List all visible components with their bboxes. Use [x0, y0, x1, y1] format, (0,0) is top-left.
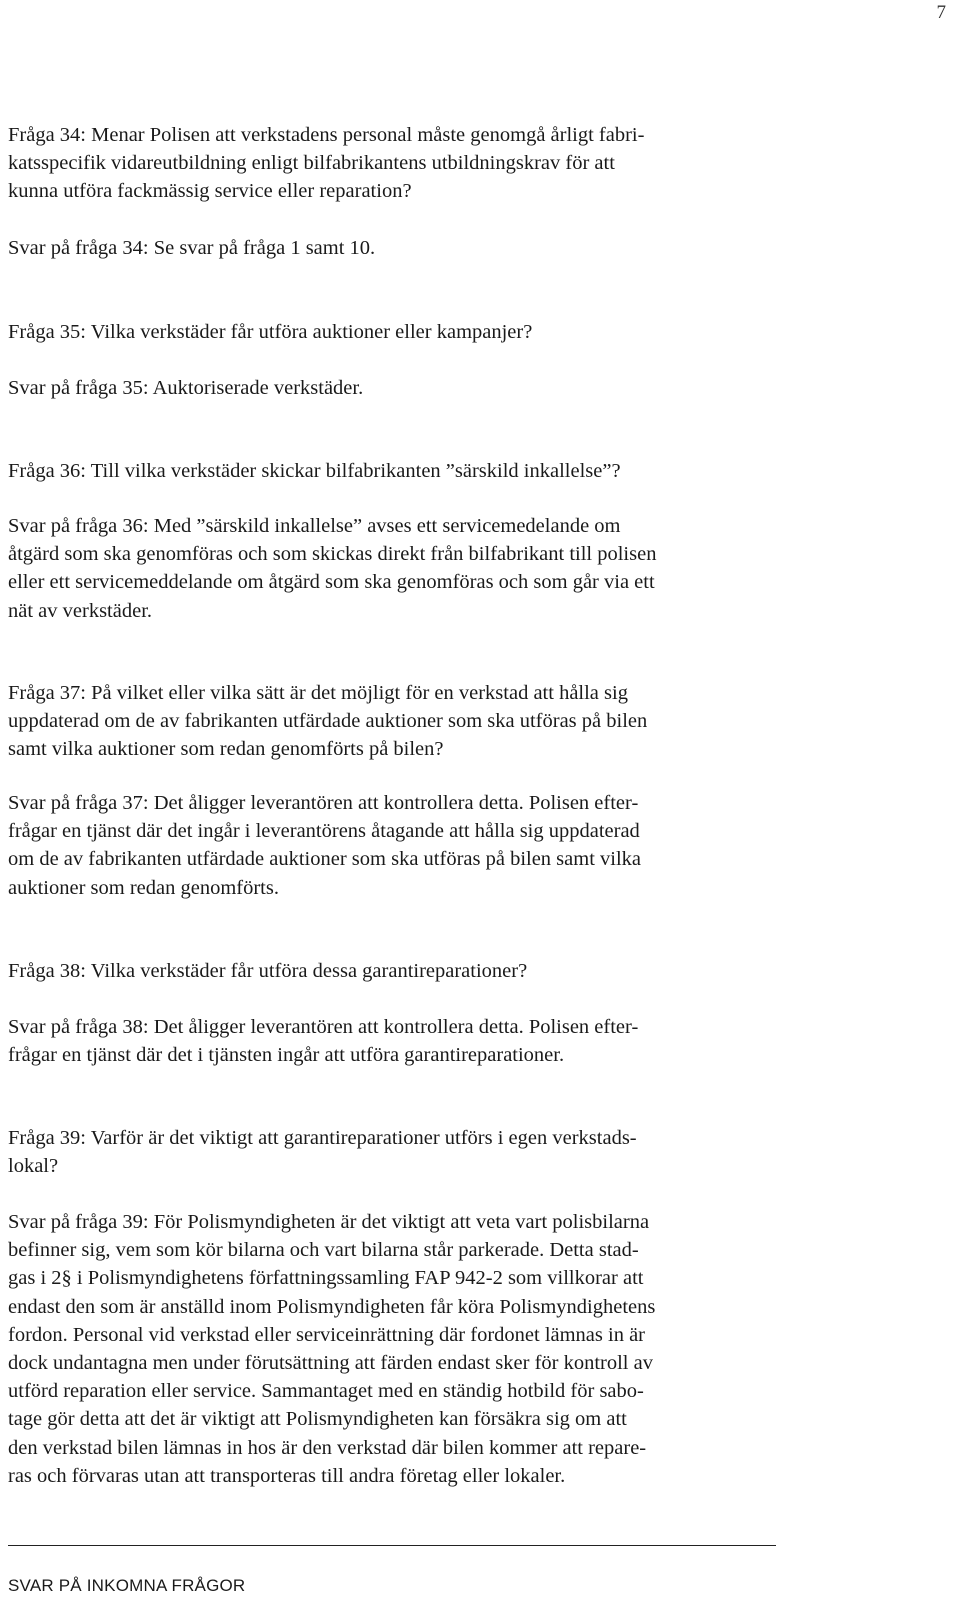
question-36: [8, 457, 621, 485]
text-line: samt vilka auktioner som redan genomförts på bilen?: [8, 738, 444, 761]
text-line: Svar på fråga 39: För Polismyndigheten är det viktigt att veta vart polisbilarna: [8, 1211, 650, 1233]
footer-divider: [8, 1545, 776, 1546]
text-line: den verkstad bilen lämnas in hos är den verkstad där bilen kommer att repare-: [8, 1436, 647, 1459]
text-line: befinner sig, vem som kör bilarna och vart bilarna står parkerade. Detta stad-: [8, 1239, 639, 1262]
answer-34: [8, 234, 375, 262]
text-line: endast den som är anställd inom Polismyndigheten får köra Polismyndighetens: [8, 1295, 656, 1318]
answer-37: [8, 789, 641, 902]
answer-39: [8, 1208, 655, 1490]
answer-38: [8, 1013, 638, 1069]
text-line: lokal?: [8, 1155, 59, 1178]
text-line: Fråga 37: På vilket eller vilka sätt är det möjligt för en verkstad att hålla sig: [8, 682, 628, 704]
text-line: tage gör detta att det är viktigt att Polismyndigheten kan försäkra sig om att: [8, 1408, 627, 1431]
text-line: dock undantagna men under förutsättning att färden endast sker för kontroll av: [8, 1352, 653, 1375]
footer-title: SVAR PÅ INKOMNA FRÅGOR: [8, 1576, 246, 1595]
text-line: Svar på fråga 36: Med ”särskild inkallelse” avses ett servicemedelande om: [8, 515, 621, 537]
text-line: ras och förvaras utan att transporteras till andra företag eller lokaler.: [8, 1464, 566, 1487]
text-line: Fråga 34: Menar Polisen att verkstadens personal måste genomgå årligt fabri-: [8, 124, 645, 146]
text-line: Svar på fråga 35: Auktoriserade verkstäder.: [8, 377, 364, 399]
text-line: nät av verkstäder.: [8, 599, 153, 622]
text-line: eller ett servicemeddelande om åtgärd som ska genomföras och som går via ett: [8, 571, 655, 594]
text-line: Fråga 38: Vilka verkstäder får utföra dessa garantireparationer?: [8, 960, 528, 982]
question-37: [8, 679, 647, 764]
text-line: auktioner som redan genomförts.: [8, 876, 279, 899]
text-line: Fråga 36: Till vilka verkstäder skickar bilfabrikanten ”särskild inkallelse”?: [8, 460, 621, 482]
text-line: gas i 2§ i Polismyndighetens författningssamling FAP 942-2 som villkorar att: [8, 1267, 644, 1290]
text-line: Fråga 35: Vilka verkstäder får utföra auktioner eller kampanjer?: [8, 321, 533, 343]
text-line: åtgärd som ska genomföras och som skickas direkt från bilfabrikant till polisen: [8, 543, 657, 566]
question-38: [8, 957, 527, 985]
answer-35: [8, 374, 363, 402]
text-line: fordon. Personal vid verkstad eller serviceinrättning där fordonet lämnas in är: [8, 1323, 646, 1346]
question-39: [8, 1124, 637, 1180]
text-line: Svar på fråga 37: Det åligger leverantören att kontrollera detta. Polisen efter-: [8, 792, 639, 814]
text-line: utförd reparation eller service. Sammantaget med en ständig hotbild för sabo-: [8, 1380, 644, 1403]
text-line: kunna utföra fackmässig service eller reparation?: [8, 180, 412, 203]
question-34: [8, 121, 644, 206]
text-line: uppdaterad om de av fabrikanten utfärdade auktioner som ska utföras på bilen: [8, 710, 648, 733]
question-35: [8, 318, 532, 346]
text-line: frågar en tjänst där det ingår i leverantörens åtagande att hålla sig uppdaterad: [8, 820, 640, 843]
text-line: frågar en tjänst där det i tjänsten ingår att utföra garantireparationer.: [8, 1044, 565, 1067]
text-line: Svar på fråga 34: Se svar på fråga 1 samt 10.: [8, 237, 376, 259]
text-line: om de av fabrikanten utfärdade auktioner som ska utföras på bilen samt vilka: [8, 848, 642, 871]
text-line: Fråga 39: Varför är det viktigt att garantireparationer utförs i egen verkstads-: [8, 1127, 637, 1149]
text-line: Svar på fråga 38: Det åligger leverantören att kontrollera detta. Polisen efter-: [8, 1016, 639, 1038]
text-line: katsspecifik vidareutbildning enligt bilfabrikantens utbildningskrav för att: [8, 152, 615, 175]
page-number: 7: [936, 2, 946, 23]
answer-36: [8, 512, 656, 625]
